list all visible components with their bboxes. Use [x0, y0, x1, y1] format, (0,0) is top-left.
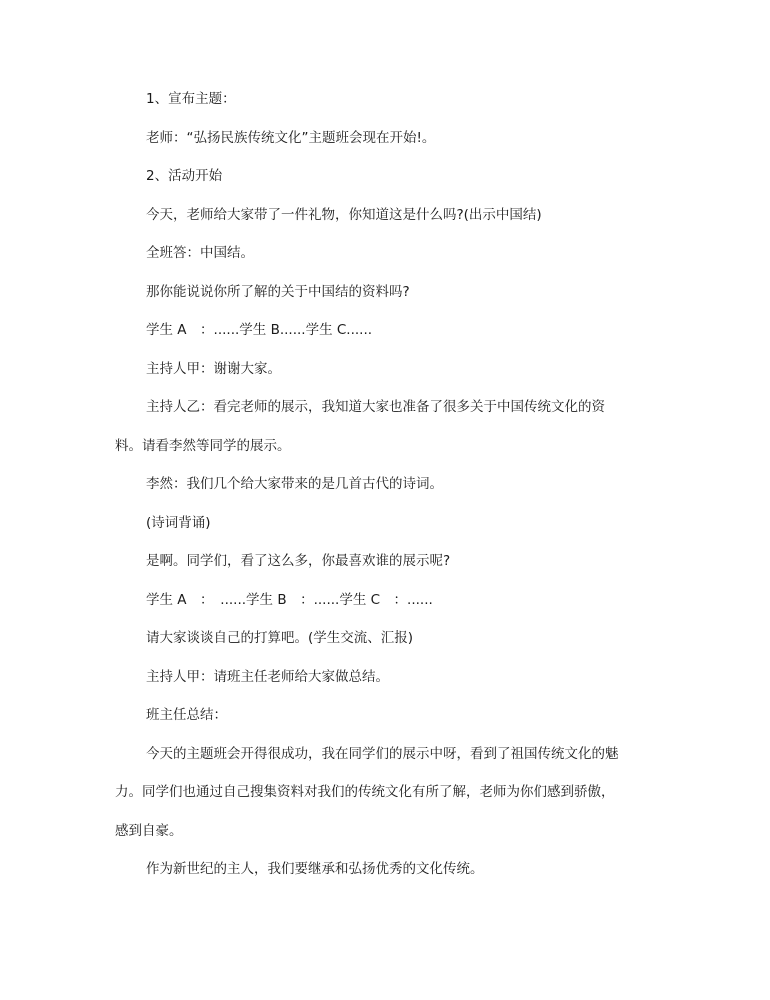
- paragraph-line: 学生 A ：......学生 B......学生 C......: [146, 322, 373, 338]
- paragraph-line: 是啊。同学们，看了这么多，你最喜欢谁的展示呢?: [146, 553, 451, 569]
- paragraph-line: 今天，老师给大家带了一件礼物，你知道这是什么吗?(出示中国结): [146, 206, 542, 223]
- paragraph-line: 那你能说说你所了解的关于中国结的资料吗?: [146, 283, 410, 300]
- paragraph-line: 请大家谈谈自己的打算吧。(学生交流、汇报): [146, 630, 414, 646]
- document-body: [115, 90, 645, 899]
- paragraph-continuation-line: 力。同学们也通过自己搜集资料对我们的传统文化有所了解，老师为你们感到骄傲，: [115, 784, 615, 800]
- paragraph-line: 李然：我们几个给大家带来的是几首古代的诗词。: [146, 476, 443, 492]
- paragraph-line: 2、活动开始: [146, 168, 223, 184]
- paragraph-line: 主持人甲：谢谢大家。: [146, 360, 281, 377]
- paragraph-line: 主持人乙：看完老师的展示，我知道大家也准备了很多关于中国传统文化的资: [146, 399, 605, 415]
- paragraph-line: 1、宣布主题：: [146, 91, 236, 107]
- paragraph-line: 全班答：中国结。: [146, 245, 254, 261]
- paragraph-line: 学生 A ： ......学生 B ：......学生 C ：......: [146, 591, 433, 608]
- paragraph-line: (诗词背诵): [146, 514, 211, 531]
- paragraph-line: 今天的主题班会开得很成功，我在同学们的展示中呀，看到了祖国传统文化的魅: [146, 745, 619, 762]
- paragraph-line: 班主任总结：: [146, 707, 227, 723]
- paragraph-line: 作为新世纪的主人，我们要继承和弘扬优秀的文化传统。: [146, 861, 484, 877]
- paragraph-line: 老师：“弘扬民族传统文化”主题班会现在开始!。: [146, 129, 436, 146]
- paragraph-line: 主持人甲：请班主任老师给大家做总结。: [146, 668, 389, 685]
- paragraph-continuation-line: 料。请看李然等同学的展示。: [115, 437, 291, 454]
- paragraph-continuation-line: 感到自豪。: [115, 822, 183, 839]
